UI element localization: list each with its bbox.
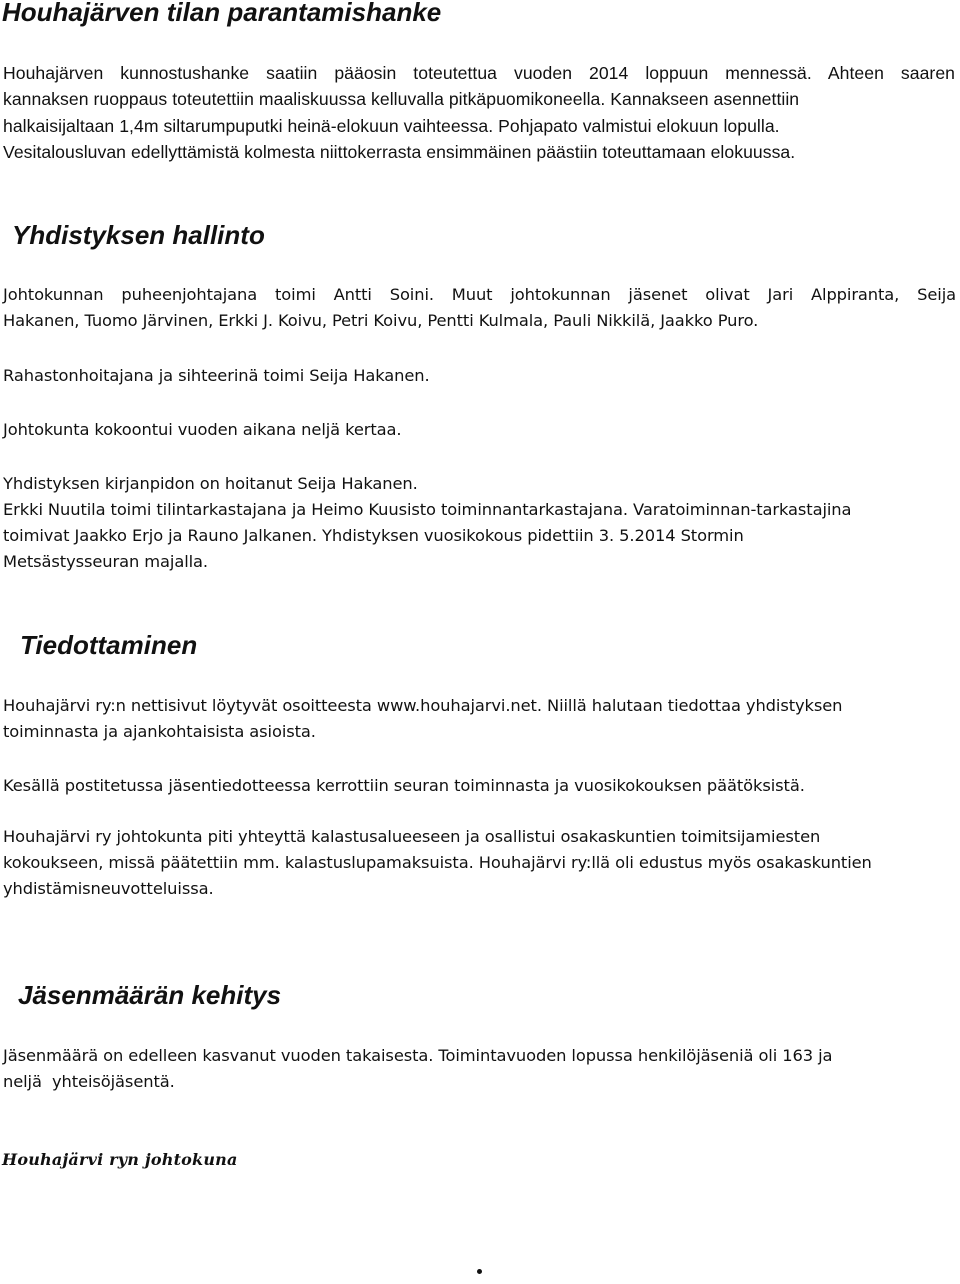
project-paragraph-line-4: Vesitalousluvan edellyttämistä kolmesta niittokerrasta ensimmäinen päästiin toteuttamaan elokuussa. (3, 142, 796, 162)
audit-paragraph-line-3: toimivat Jaakko Erjo ja Rauno Jalkanen. Yhdistyksen vuosikokous pidettiin 3. 5.2014 Stormin (3, 526, 744, 545)
board-paragraph-line-2: Hakanen, Tuomo Järvinen, Erkki J. Koivu, Petri Koivu, Pentti Kulmala, Pauli Nikkilä, Jaakko Puro. (3, 311, 759, 330)
audit-paragraph-line-1: Yhdistyksen kirjanpidon on hoitanut Seija Hakanen. (3, 474, 418, 493)
signature: Houhajärvi ryn johtokuna (2, 1150, 238, 1169)
project-heading: Houhajärven tilan parantamishanke (2, 0, 442, 27)
membership-paragraph-line-2: neljä yhteisöjäsentä. (3, 1072, 175, 1091)
board-paragraph-line-1: Johtokunnan puheenjohtajana toimi Antti Soini. Muut johtokunnan jäsenet olivat Jari Alppiranta, Seija (3, 285, 956, 304)
website-paragraph-line-2: toiminnasta ja ajankohtaisista asioista. (3, 722, 316, 741)
membership-paragraph-line-1: Jäsenmäärä on edelleen kasvanut vuoden takaisesta. Toimintavuoden lopussa henkilöjäseniä oli 163 ja (3, 1046, 833, 1065)
audit-paragraph-line-2: Erkki Nuutila toimi tilintarkastajana ja Heimo Kuusisto toiminnantarkastajana. Varatoiminnan-tarkastajina (3, 500, 852, 519)
cooperation-paragraph-line-1: Houhajärvi ry johtokunta piti yhteyttä kalastusalueeseen ja osallistui osakaskuntien toimitsijamiesten (3, 827, 821, 846)
cooperation-paragraph-line-3: yhdistämisneuvotteluissa. (3, 879, 214, 898)
administration-heading: Yhdistyksen hallinto (12, 220, 265, 250)
project-paragraph-line-2: kannaksen ruoppaus toteutettiin maaliskuussa kelluvalla pitkäpuomikoneella. Kannakseen asennettiin (3, 89, 800, 109)
project-paragraph-line-3: halkaisijaltaan 1,4m siltarumpuputki heinä-elokuun vaihteessa. Pohjapato valmistui elokuun lopulla. (3, 116, 780, 136)
communication-heading: Tiedottaminen (20, 630, 198, 660)
website-paragraph-line-1: Houhajärvi ry:n nettisivut löytyvät osoitteesta www.houhajarvi.net. Niillä halutaan tiedottaa yhdistyksen (3, 696, 843, 715)
audit-paragraph-line-4: Metsästysseuran majalla. (3, 552, 209, 571)
treasurer-paragraph: Rahastonhoitajana ja sihteerinä toimi Seija Hakanen. (3, 366, 430, 385)
bulletin-paragraph: Kesällä postitetussa jäsentiedotteessa kerrottiin seuran toiminnasta ja vuosikokouksen päätöksistä. (3, 776, 805, 795)
page-dot (477, 1269, 482, 1274)
project-paragraph-line-1: Houhajärven kunnostushanke saatiin pääosin toteutettua vuoden 2014 loppuun mennessä. Ahteen saaren (3, 63, 955, 83)
meetings-paragraph: Johtokunta kokoontui vuoden aikana neljä kertaa. (3, 420, 402, 439)
cooperation-paragraph-line-2: kokoukseen, missä päätettiin mm. kalastuslupamaksuista. Houhajärvi ry:llä oli edustus myös osakaskuntien (3, 853, 872, 872)
membership-heading: Jäsenmäärän kehitys (18, 980, 282, 1010)
